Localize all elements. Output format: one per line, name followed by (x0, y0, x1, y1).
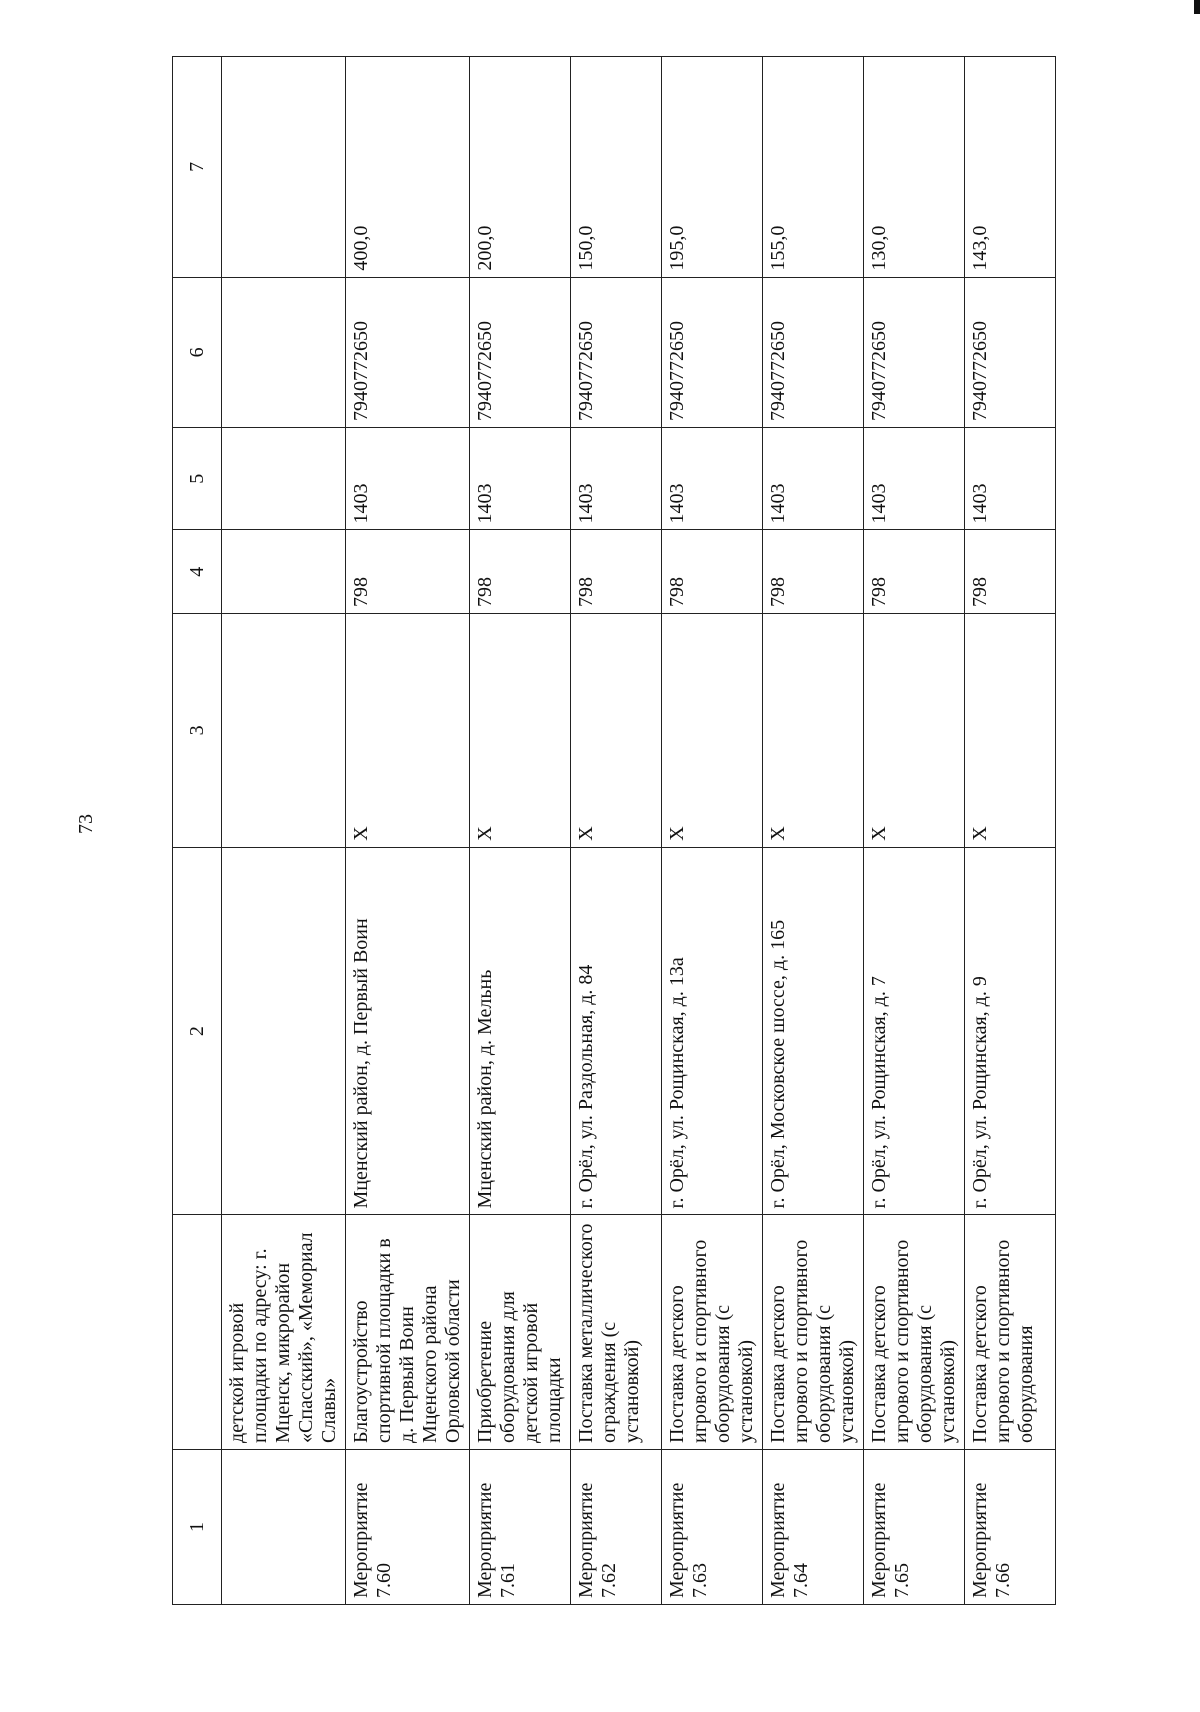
header-col-7: 7 (173, 57, 222, 278)
cell-col-6: 7940772650 (763, 277, 864, 427)
cell-col-3 (222, 613, 346, 847)
cell-col-3: Х (763, 613, 864, 847)
cell-col-7: 150,0 (571, 57, 662, 278)
cell-measure-id: Мероприятие 7.64 (763, 1449, 864, 1604)
header-col-4: 4 (173, 530, 222, 613)
cell-measure-id: Мероприятие 7.66 (965, 1449, 1056, 1604)
cell-col-6: 7940772650 (662, 277, 763, 427)
continuation-row (222, 57, 346, 1605)
cell-measure-name: Поставка детского игрового и спортивного оборудования (с установкой) (662, 1214, 762, 1448)
cell-col-3: Х (662, 613, 763, 847)
cell-col-6: 7940772650 (965, 277, 1056, 427)
cell-measure-name: Поставка металлического ограждения (с установкой) (571, 1214, 661, 1448)
cell-col-4: 798 (571, 530, 662, 613)
table-row (571, 57, 662, 1605)
header-row (173, 57, 222, 1605)
cell-col-3: Х (864, 613, 965, 847)
cell-col-5 (222, 427, 346, 530)
cell-address: г. Орёл, ул. Рощинская, д. 9 (969, 976, 991, 1209)
cell-col-2 (763, 847, 864, 1449)
table-row (346, 57, 470, 1605)
header-col-3: 3 (173, 613, 222, 847)
cell-measure-name: Поставка детского игрового и спортивного оборудования (с установкой) (763, 1214, 863, 1448)
cell-address: Мценский район, д. Мельнь (474, 969, 496, 1209)
cell-col-3: Х (571, 613, 662, 847)
cell-measure-id: Мероприятие 7.63 (662, 1449, 763, 1604)
cell-col-4: 798 (662, 530, 763, 613)
cell-col-7: 200,0 (470, 57, 571, 278)
header-col-2b: 2 (185, 1026, 208, 1037)
budget-table (172, 56, 1056, 1605)
cell-col-7: 195,0 (662, 57, 763, 278)
cell-col-4: 798 (864, 530, 965, 613)
cell-col-2 (346, 847, 470, 1449)
cell-address: г. Орёл, ул. Рощинская, д. 13а (666, 957, 688, 1209)
cell-col-1 (222, 1449, 346, 1604)
cell-col-4 (222, 530, 346, 613)
cell-measure-name: Благоустройство спортивной площадки в д. Первый Воин Мценского района Орловской области (346, 1214, 469, 1448)
cell-col-7: 400,0 (346, 57, 470, 278)
cell-address: Мценский район, д. Первый Воин (350, 918, 372, 1209)
page-number: 73 (75, 814, 97, 834)
cell-col-6: 7940772650 (346, 277, 470, 427)
cell-col-4: 798 (346, 530, 470, 613)
cell-col-2 (965, 847, 1056, 1449)
cell-col-5: 1403 (965, 427, 1056, 530)
cell-col-2-address (222, 848, 345, 1215)
header-col-6: 6 (173, 277, 222, 427)
cell-col-2 (571, 847, 662, 1449)
cell-col-2 (222, 847, 346, 1449)
cell-measure-id: Мероприятие 7.61 (470, 1449, 571, 1604)
cell-col-2 (864, 847, 965, 1449)
header-col-2a (173, 1214, 221, 1448)
cell-col-5: 1403 (763, 427, 864, 530)
cell-col-7: 155,0 (763, 57, 864, 278)
cell-col-2 (662, 847, 763, 1449)
cell-address: г. Орёл, Московское шоссе, д. 165 (767, 919, 789, 1209)
cell-col-7 (222, 57, 346, 278)
header-col-1: 1 (173, 1449, 222, 1604)
cell-col-3: Х (470, 613, 571, 847)
cell-col-5: 1403 (864, 427, 965, 530)
table-row (470, 57, 571, 1605)
cell-measure-name: Поставка детского игрового и спортивного оборудования (965, 1214, 1055, 1448)
cell-measure-name: Поставка детского игрового и спортивного оборудования (с установкой) (864, 1214, 964, 1448)
cell-col-5: 1403 (470, 427, 571, 530)
cell-col-4: 798 (965, 530, 1056, 613)
table-row (965, 57, 1056, 1605)
scan-edge-mark (1194, 0, 1200, 14)
table-row (763, 57, 864, 1605)
cell-col-3: Х (346, 613, 470, 847)
cell-col-2 (470, 847, 571, 1449)
cell-address: г. Орёл, ул. Рощинская, д. 7 (868, 976, 890, 1209)
cell-col-5: 1403 (346, 427, 470, 530)
cell-measure-id: Мероприятие 7.65 (864, 1449, 965, 1604)
cell-col-6: 7940772650 (571, 277, 662, 427)
cell-measure-id: Мероприятие 7.60 (346, 1449, 470, 1604)
table-row (864, 57, 965, 1605)
cell-col-6 (222, 277, 346, 427)
cell-col-5: 1403 (571, 427, 662, 530)
header-col-2 (173, 847, 222, 1449)
cell-col-6: 7940772650 (864, 277, 965, 427)
cell-col-7: 130,0 (864, 57, 965, 278)
cell-address: г. Орёл, ул. Раздольная, д. 84 (575, 964, 597, 1209)
rotated-table-frame (172, 56, 1127, 1605)
cell-col-4: 798 (763, 530, 864, 613)
cell-col-7: 143,0 (965, 57, 1056, 278)
cell-col-3: Х (965, 613, 1056, 847)
header-col-5: 5 (173, 427, 222, 530)
cell-col-5: 1403 (662, 427, 763, 530)
cell-measure-id: Мероприятие 7.62 (571, 1449, 662, 1604)
table-row (662, 57, 763, 1605)
cell-col-4: 798 (470, 530, 571, 613)
cell-col-6: 7940772650 (470, 277, 571, 427)
cell-measure-name: Приобретение оборудования для детской игровой площадки (470, 1214, 570, 1448)
cell-col-2-name: детской игровой площадки по адресу: г. Мценск, микрорайон «Спасский», «Мемориал Славы» (222, 1214, 345, 1448)
